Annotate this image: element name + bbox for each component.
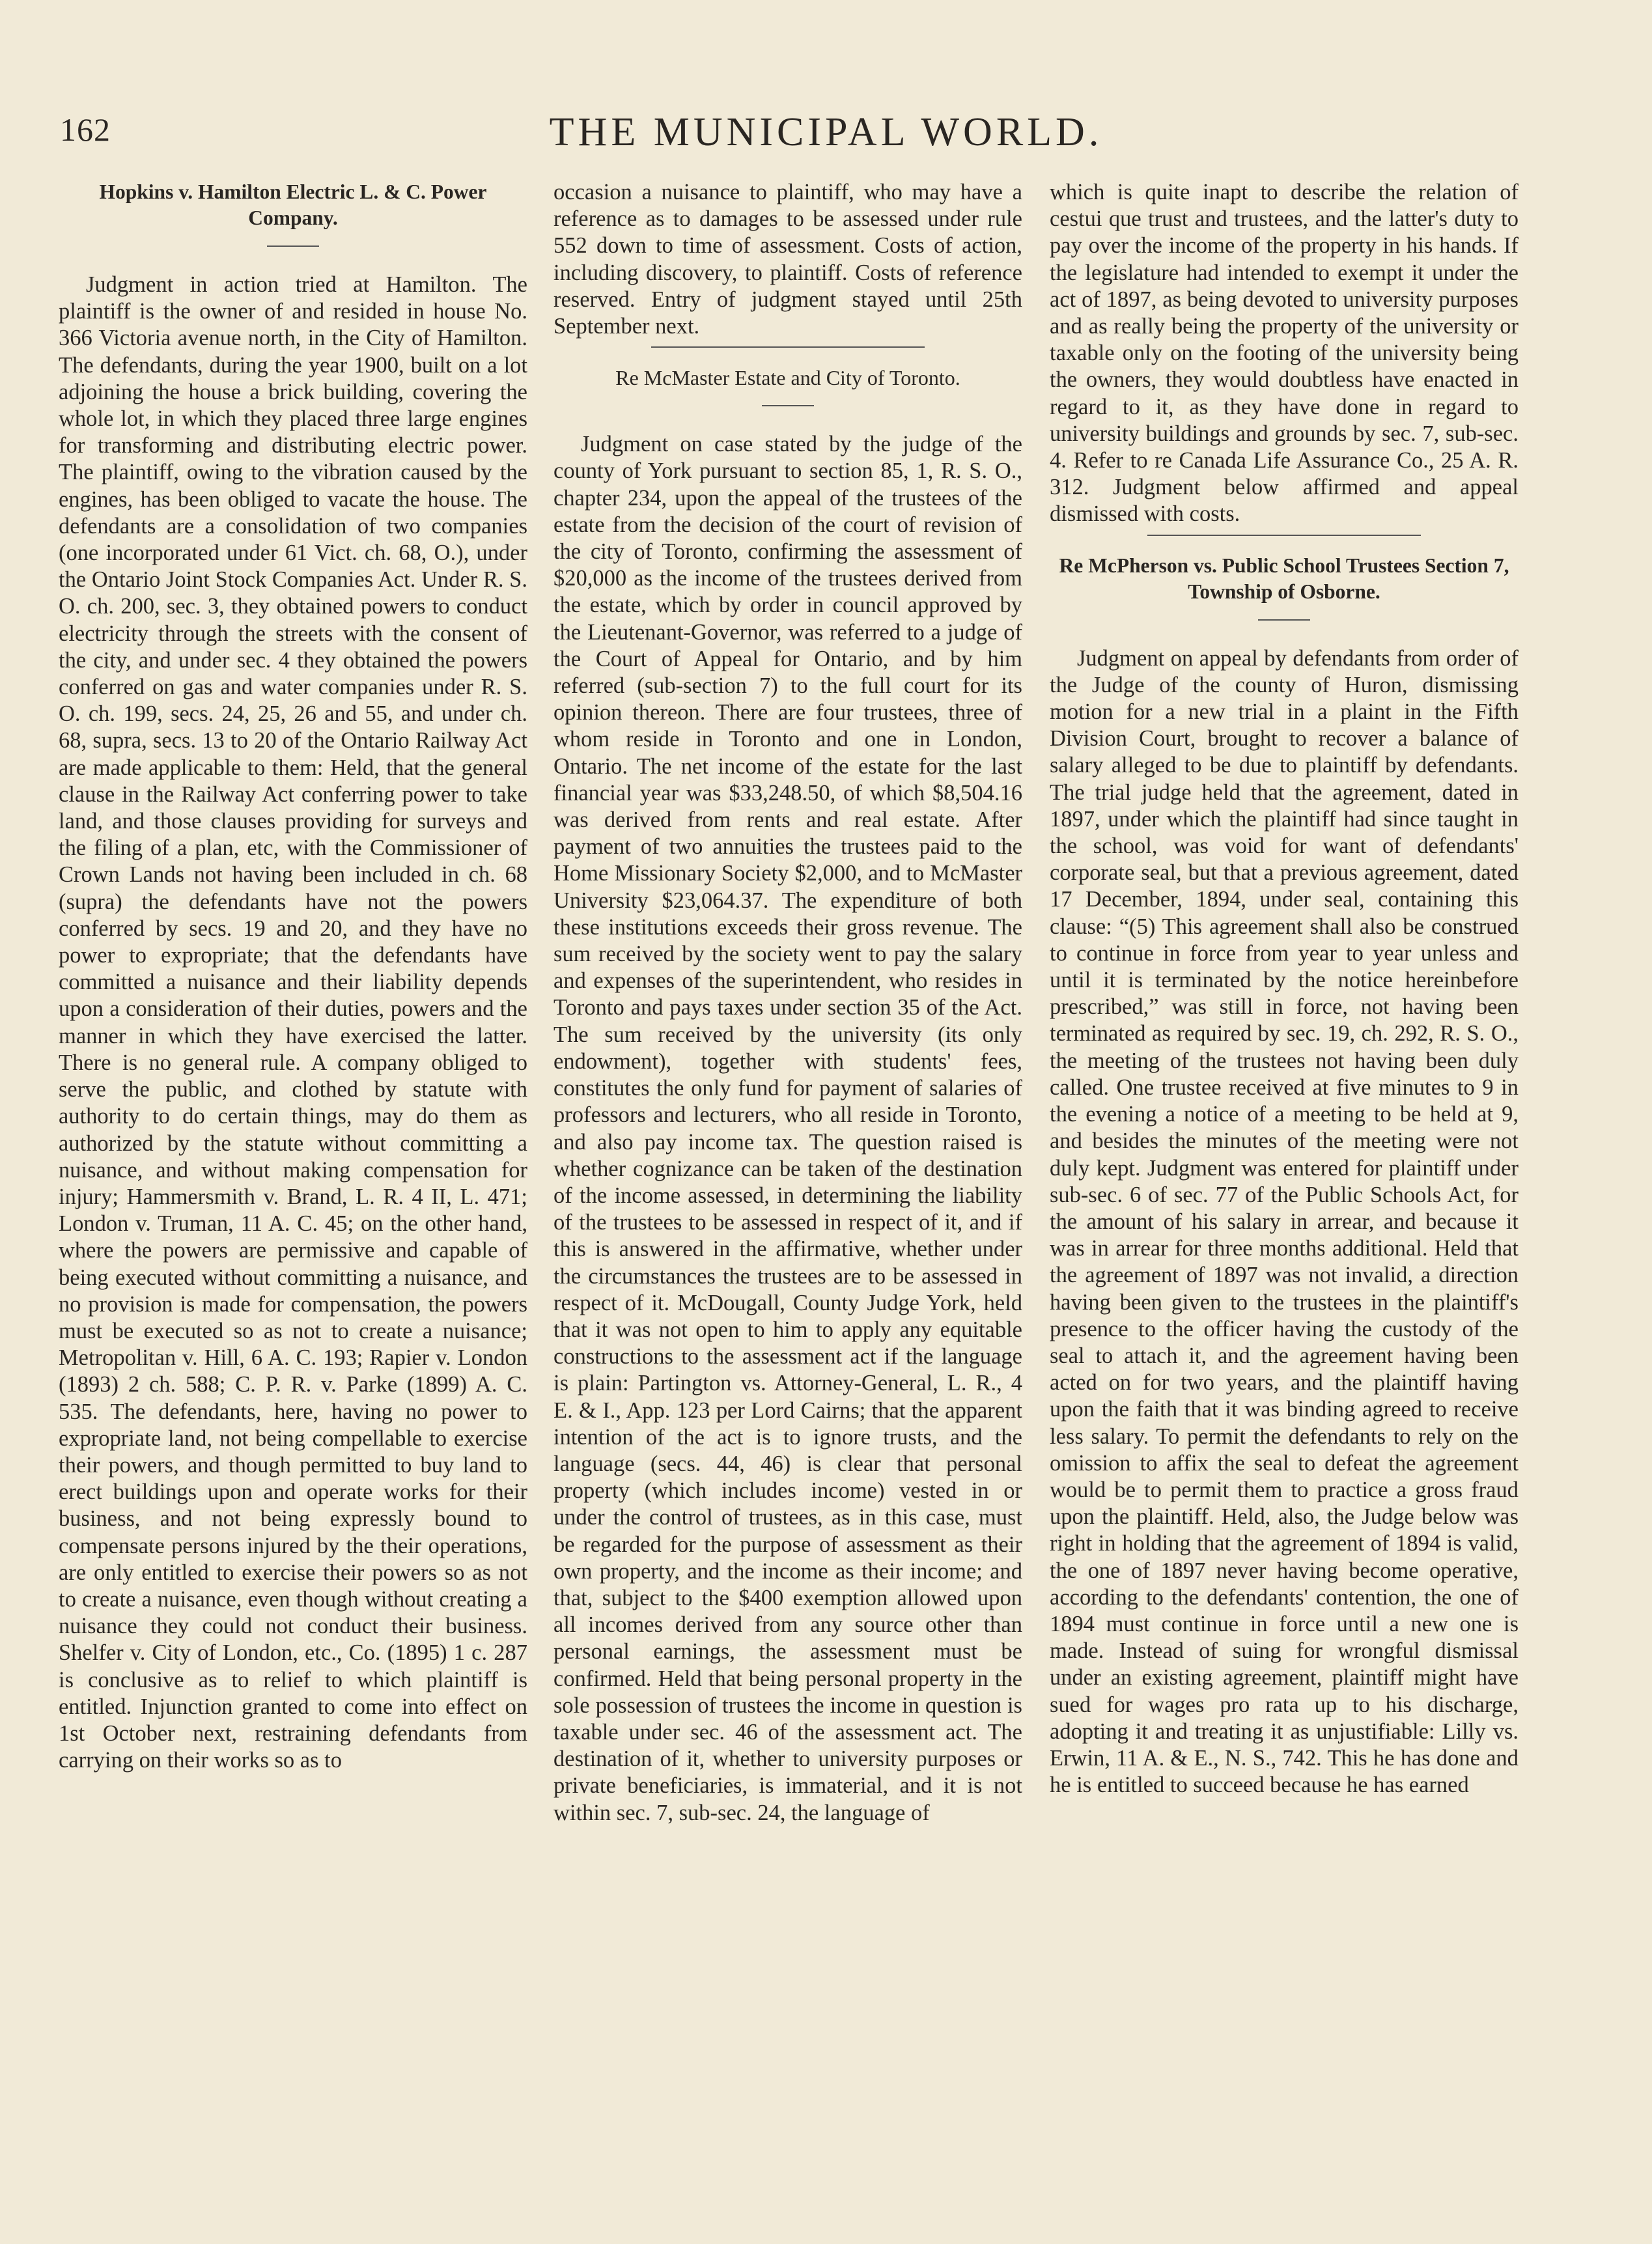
page-number: 162: [60, 111, 111, 148]
divider: [762, 405, 814, 406]
article-body-mcpherson: Judgment on appeal by defendants from order of the Judge of the county of Huron, dismissing motion for a new trial in a plaint in the Fifth Division Court, brought to recover a balance of salary alleged to be due to plaintiff by defendants. The trial judge held that the agreement, dated in 1897, under which the plaintiff had since taught in the school, was void for want of defendants' corporate seal, but that a previous agreement, dated 17 December, 1894, under seal, containing this clause: “(5) This agreement shall also be construed to continue in force from year to year unless and until it is terminated by the notice hereinbefore prescribed,” was still in force, not having been terminated as required by sec. 19, ch. 292, R. S. O., the meeting of the trustees not having been duly called. One trustee received at five minutes to 9 in the evening a notice of a meeting to be held at 9, and besides the minutes of the meeting were not duly kept. Judgment was entered for plaintiff under sub-sec. 6 of sec. 77 of the Public Schools Act, for the amount of his salary in arrear, and because it was in arrear for three months additional. Held that the agreement of 1897 was not invalid, a direction having been given to the trustees in the plaintiff's presence to the officer having the custody of the seal to attach it, and the agreement having been acted on for two years, and the plaintiff having upon the faith that it was binding agreed to receive less salary. To permit the defendants to rely on the omission to affix the seal to defeat the agreement would be to permit them to practice a gross fraud upon the plaintiff. Held, also, the Judge below was right in holding that the agreement of 1894 is valid, the one of 1897 never having become operative, according to the defendants' contention, the one of 1894 must continue in force until a new one is made. Instead of suing for wrongful dismissal under an existing agreement, plaintiff might have sued for wages pro rata up to his discharge, adopting it and treating it as unjustifiable: Lilly vs. Erwin, 11 A. & E., N. S., 742. This he has done and he is entitled to succeed because he has earned: [1050, 645, 1519, 1798]
case-heading-mcpherson: Re McPherson vs. Public School Trustees Section 7, Township of Osborne.: [1059, 554, 1509, 603]
divider: [651, 346, 925, 348]
divider: [1147, 535, 1421, 536]
article-body-mcmaster-continued: which is quite inapt to describe the relation of cestui que trust and trustees, and the latter's duty to pay over the income of the property in his hands. If the legislature had intended to exempt it under the act of 1897, as being devoted to university purposes and as really being the property of the university or taxable only on the footing of the university being the owners, they would doubtless have enacted in regard to it, as they have done in regard to university buildings and grounds by sec. 7, sub-sec. 4. Refer to re Canada Life Assurance Co., 25 A. R. 312. Judgment below affirmed and appeal dismissed with costs.: [1050, 180, 1519, 527]
case-heading-mcmaster: Re McMaster Estate and City of Toronto.: [615, 366, 960, 390]
divider: [267, 245, 319, 247]
column-1: [59, 179, 527, 2204]
article-body-mcmaster: Judgment on case stated by the judge of the county of York pursuant to section 85, 1, R. S. O., chapter 234, upon the appeal of the trustees of the estate from the decision of the court of revision of the city of Toronto, confirming the assessment of $20,000 as the income of the trustees derived from the estate, which by order in council approved by the Lieutenant-Governor, was referred to a judge of the Court of Appeal for Ontario, and by him referred (sub-section 7) to the full court for its opinion thereon. There are four trustees, three of whom reside in Toronto and one in London, Ontario. The net income of the estate for the last financial year was $33,248.50, of which $8,504.16 was derived from rents and real estate. After payment of two annuities the trustees paid to the Home Missionary Society $2,000, and to McMaster University $23,064.37. The expenditure of both these institutions exceeds their gross revenue. The sum received by the society went to pay the salary and expenses of the superintendent, who resides in Toronto and pays taxes under section 35 of the Act. The sum received by the university (its only endowment), together with students' fees, constitutes the only fund for payment of salaries of professors and lecturers, who all reside in Toronto, and also pay income tax. The question raised is whether cognizance can be taken of the destination of the income assessed, in determining the liability of the trustees to be assessed in respect of it, and if this is answered in the affirmative, whether under the circumstances the trustees are to be assessed in respect of it. McDougall, County Judge York, held that it was not open to him to apply any equitable constructions to the assessment act if the language is plain: Partington vs. Attorney-General, L. R., 4 E. & I., App. 123 per Lord Cairns; that the apparent intention of the act is to ignore trusts, and the language (secs. 44, 46) is clear that personal property (which includes income) vested in or under the control of trustees, as in this case, must be regarded for the purpose of assessment as their own property, and the income as their income; and that, subject to the $400 exemption allowed upon all incomes derived from any source other than personal earnings, the assessment must be confirmed. Held that being personal property in the sole possession of trustees the income in question is taxable under sec. 46 of the assessment act. The destination of it, whether to university purposes or private beneficiaries, is immaterial, and it is not within sec. 7, sub-sec. 24, the language of: [553, 432, 1022, 1825]
divider: [1258, 619, 1310, 621]
case-heading-hopkins: Hopkins v. Hamilton Electric L. & C. Power Company.: [99, 180, 487, 229]
article-body-hopkins-continued: occasion a nuisance to plaintiff, who may have a reference as to damages to be assessed under rule 552 down to time of assessment. Costs of action, including discovery, to plaintiff. Costs of reference reserved. Entry of judgment stayed until 25th September next.: [553, 180, 1022, 339]
column-3: [1050, 179, 1519, 2204]
column-2: [553, 179, 1022, 2204]
article-body-hopkins: Judgment in action tried at Hamilton. The plaintiff is the owner of and resided in house No. 366 Victoria avenue north, in the City of Hamilton. The defendants, during the year 1900, built on a lot adjoining the house a brick building, covering the whole lot, in which they placed three large engines for transforming and distributing electric power. The plaintiff, owing to the vibration caused by the engines, has been obliged to vacate the house. The defendants are a consolidation of two companies (one incorporated under 61 Vict. ch. 68, O.), under the Ontario Joint Stock Companies Act. Under R. S. O. ch. 200, sec. 3, they obtained powers to conduct electricity through the streets with the consent of the city, and under sec. 4 they obtained the powers conferred on gas and water companies under R. S. O. ch. 199, secs. 24, 25, 26 and 55, and under ch. 68, supra, secs. 13 to 20 of the Ontario Railway Act are made applicable to them: Held, that the general clause in the Railway Act conferring power to take land, and those clauses providing for surveys and the filing of a plan, etc, with the Commissioner of Crown Lands not having been included in ch. 68 (supra) the defendants have not the powers conferred by secs. 19 and 20, and they have no power to expropriate; that the defendants have committed a nuisance and their liability depends upon a consideration of their duties, powers and the manner in which they have exercised the latter. There is no general rule. A company obliged to serve the public, and clothed by statute with authority to do certain things, may do them as authorized by the statute without committing a nuisance, and without making compensation for injury; Hammersmith v. Brand, L. R. 4 II, L. 471; London v. Truman, 11 A. C. 45; on the other hand, where the powers are permissive and capable of being executed without committing a nuisance, and no provision is made for compensation, the powers must be executed so as not to create a nuisance; Metropolitan v. Hill, 6 A. C. 193; Rapier v. London (1893) 2 ch. 588; C. P. R. v. Parke (1899) A. C. 535. The defendants, here, having no power to expropriate land, not being compellable to exercise their powers, and though permitted to buy land to erect buildings upon and operate works for their business, and not being expressly bound to compensate persons injured by the their operations, are only entitled to exercise their powers so as not to create a nuisance, even though without creating a nuisance they could not conduct their business. Shelfer v. City of London, etc., Co. (1895) 1 c. 287 is conclusive as to relief to which plaintiff is entitled. Injunction granted to come into effect on 1st October next, restraining defendants from carrying on their works so as to: [59, 272, 527, 1773]
masthead-title: THE MUNICIPAL WORLD.: [549, 110, 1103, 154]
